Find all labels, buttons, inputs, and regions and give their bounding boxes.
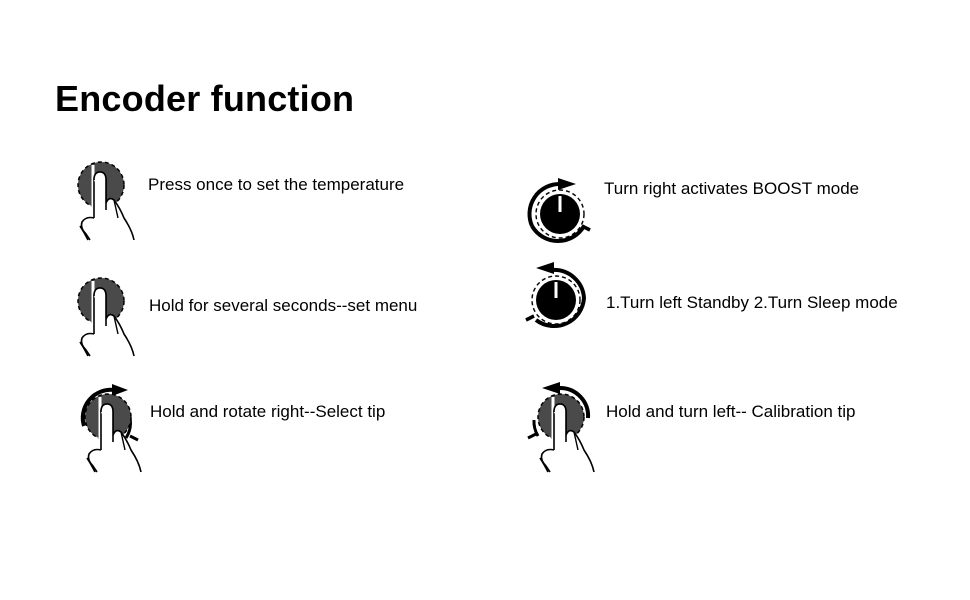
knob-turn-left-icon xyxy=(522,258,592,334)
press-finger-icon xyxy=(76,158,142,244)
hold-rotate-left-icon xyxy=(524,376,604,482)
function-label: Turn right activates BOOST mode xyxy=(604,179,860,198)
function-label: 1.Turn left Standby 2.Turn Sleep mode xyxy=(606,293,898,312)
page-title: Encoder function xyxy=(55,78,355,119)
function-label: Press once to set the temperature xyxy=(148,175,405,194)
knob-turn-right-icon xyxy=(524,170,594,246)
press-finger-icon xyxy=(76,274,142,360)
hold-rotate-right-icon xyxy=(72,378,148,480)
function-label: Hold and turn left-- Calibration tip xyxy=(606,402,856,421)
function-label: Hold and rotate right--Select tip xyxy=(150,402,386,421)
function-label: Hold for several seconds--set menu xyxy=(149,296,418,315)
